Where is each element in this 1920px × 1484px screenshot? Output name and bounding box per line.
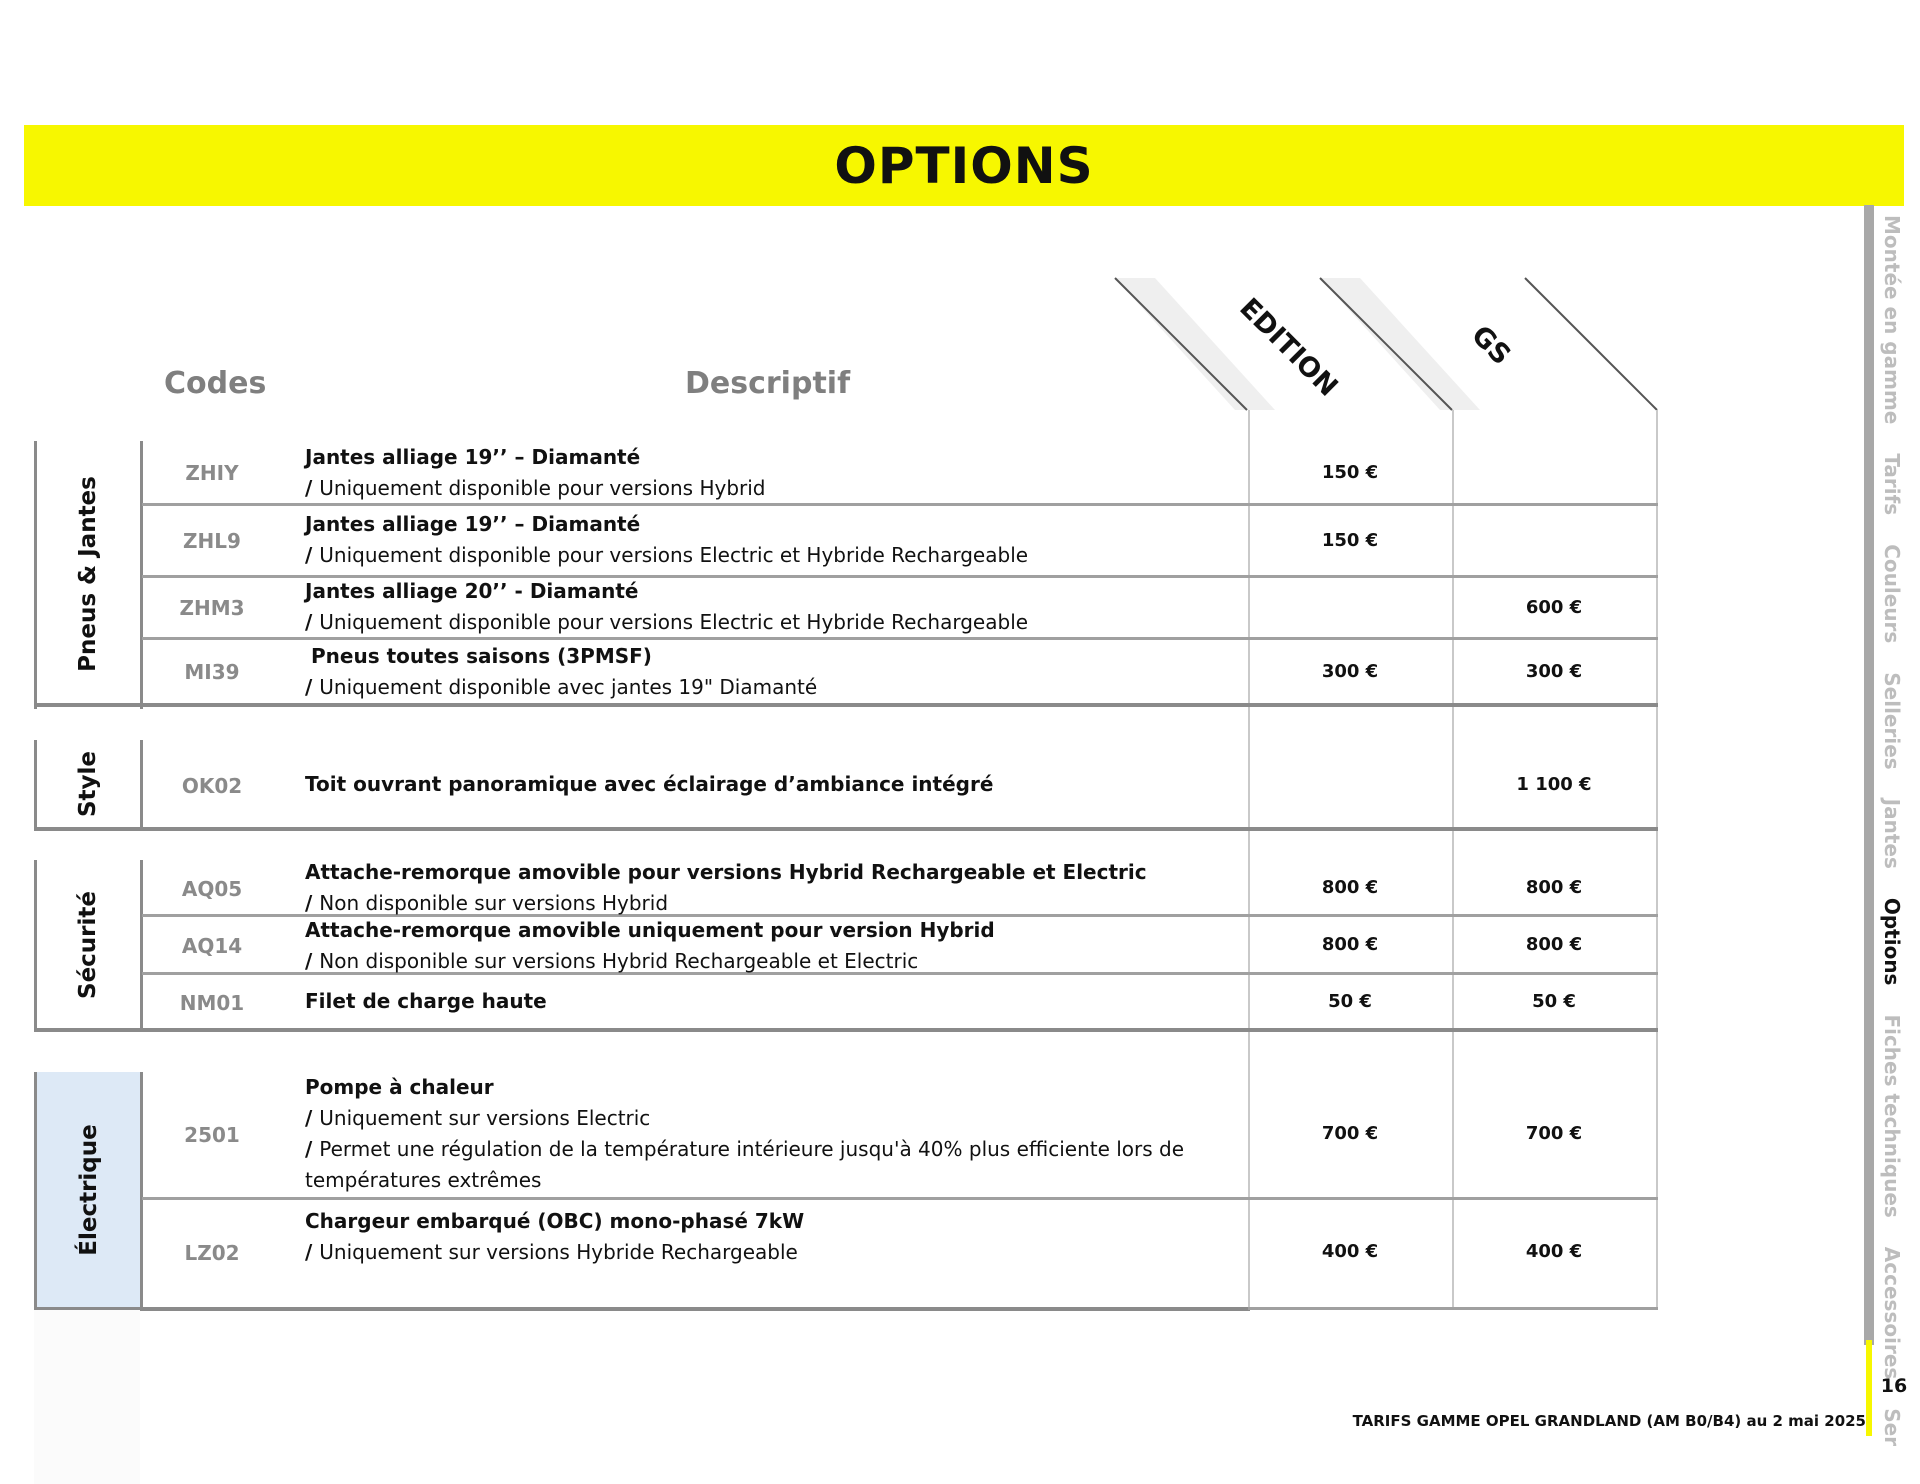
price-edition: 800 € [1321, 877, 1379, 898]
decorative-panel [34, 1310, 140, 1484]
price-edition: 800 € [1321, 934, 1379, 955]
option-note: / Non disponible sur versions Hybrid [305, 888, 1147, 919]
footer-text: TARIFS GAMME OPEL GRANDLAND (AM B0/B4) au 2 mai 2025 [1352, 1412, 1866, 1430]
section-divider [34, 827, 1658, 831]
category-securite [36, 860, 140, 1030]
price-edition: 300 € [1321, 661, 1379, 682]
price-gs: 800 € [1525, 877, 1583, 898]
option-note: / Uniquement sur versions Electric [305, 1103, 1184, 1134]
nav-scroll-track [1864, 205, 1874, 1345]
option-title: Jantes alliage 19’’ – Diamanté [305, 512, 641, 536]
nav-item-fiches-techniques[interactable]: Fiches techniques [1880, 1014, 1904, 1218]
price-gs: 700 € [1525, 1123, 1583, 1144]
option-note: / Permet une régulation de la température intérieure jusqu'à 40% plus efficiente lors de [305, 1134, 1184, 1165]
option-note: / Uniquement disponible pour versions Electric et Hybride Rechargeable [305, 607, 1028, 638]
category-label: Électrique [75, 1124, 102, 1256]
title-banner [24, 125, 1904, 206]
section-divider [1248, 1307, 1658, 1310]
option-note: / Non disponible sur versions Hybrid Rechargeable et Electric [305, 946, 995, 977]
category-divider [140, 1072, 143, 1310]
option-note-continued: températures extrêmes [305, 1168, 542, 1192]
page-title: OPTIONS [834, 136, 1094, 195]
option-description [305, 769, 993, 800]
price-gs: 50 € [1532, 991, 1576, 1012]
option-note: / Uniquement disponible pour versions Electric et Hybride Rechargeable [305, 540, 1028, 571]
option-code: ZHL9 [183, 529, 241, 553]
option-title: Attache-remorque amovible uniquement pour version Hybrid [305, 918, 995, 942]
option-description [305, 641, 817, 703]
price-edition: 400 € [1321, 1241, 1379, 1262]
category-style [36, 740, 140, 828]
nav-active-marker [1866, 1340, 1872, 1436]
option-description [305, 576, 1028, 638]
column-divider [1656, 410, 1658, 1310]
nav-item-ser[interactable]: Ser [1880, 1408, 1904, 1447]
nav-item-selleries[interactable]: Selleries [1880, 672, 1904, 770]
option-code: ZHIY [185, 461, 239, 485]
option-title: Toit ouvrant panoramique avec éclairage d’ambiance intégré [305, 772, 994, 796]
option-description [305, 509, 1028, 571]
nav-item-accessoires[interactable]: Accessoires [1880, 1246, 1904, 1380]
price-gs: 300 € [1525, 661, 1583, 682]
option-title: Jantes alliage 19’’ – Diamanté [305, 445, 641, 469]
option-title: Filet de charge haute [305, 989, 547, 1013]
category-label: Sécurité [75, 891, 101, 999]
option-code: OK02 [181, 774, 243, 798]
descriptif-header: Descriptif [685, 366, 851, 401]
price-gs: 800 € [1525, 934, 1583, 955]
codes-header: Codes [164, 366, 267, 401]
nav-item-jantes[interactable]: Jantes [1880, 798, 1904, 869]
option-code: LZ02 [184, 1241, 240, 1265]
option-code: 2501 [184, 1123, 240, 1147]
section-divider [34, 1307, 1250, 1311]
option-note: / Uniquement disponible avec jantes 19" Diamanté [305, 672, 817, 703]
category-label: Pneus & Jantes [75, 476, 102, 672]
option-description [305, 857, 1147, 919]
price-edition: 700 € [1321, 1123, 1379, 1144]
price-edition: 150 € [1321, 530, 1379, 551]
option-code: AQ05 [181, 877, 243, 901]
option-description [305, 1206, 804, 1268]
option-code: ZHM3 [179, 596, 245, 620]
price-edition: 150 € [1321, 462, 1379, 483]
page-number: 16 [1880, 1375, 1908, 1397]
option-description [305, 1072, 1184, 1196]
nav-item-tarifs[interactable]: Tarifs [1880, 453, 1904, 516]
option-code: MI39 [184, 660, 240, 684]
option-title: Attache-remorque amovible pour versions Hybrid Rechargeable et Electric [305, 860, 1147, 884]
option-title: Jantes alliage 20’’ - Diamanté [305, 579, 639, 603]
option-note: / Uniquement sur versions Hybride Rechargeable [305, 1237, 804, 1268]
category-electrique [37, 1072, 140, 1308]
option-description [305, 915, 995, 977]
price-edition: 50 € [1328, 991, 1372, 1012]
trim-header-gs: GS [1465, 319, 1517, 372]
option-title: Chargeur embarqué (OBC) mono-phasé 7kW [305, 1209, 805, 1233]
option-code: NM01 [179, 991, 245, 1015]
nav-item-options[interactable]: Options [1880, 897, 1904, 986]
price-gs: 600 € [1525, 597, 1583, 618]
price-gs: 1 100 € [1516, 774, 1592, 795]
trim-header-edition: EDITION [1233, 292, 1344, 403]
option-description [305, 986, 547, 1017]
category-pneus-jantes [36, 441, 140, 707]
nav-item-montee-en-gamme[interactable]: Montée en gamme [1880, 215, 1904, 425]
option-code: AQ14 [181, 934, 243, 958]
trim-header-lines [1110, 275, 1660, 415]
option-description [305, 442, 766, 504]
price-gs: 400 € [1525, 1241, 1583, 1262]
option-title: Pompe à chaleur [305, 1075, 494, 1099]
category-label: Style [74, 750, 101, 818]
section-divider [34, 1028, 1658, 1032]
column-divider [1452, 410, 1454, 1310]
row-divider [142, 1197, 1658, 1200]
nav-item-couleurs[interactable]: Couleurs [1880, 544, 1904, 644]
option-note: / Uniquement disponible pour versions Hybrid [305, 473, 766, 504]
option-title: Pneus toutes saisons (3PMSF) [311, 644, 652, 668]
section-divider [34, 703, 1658, 707]
